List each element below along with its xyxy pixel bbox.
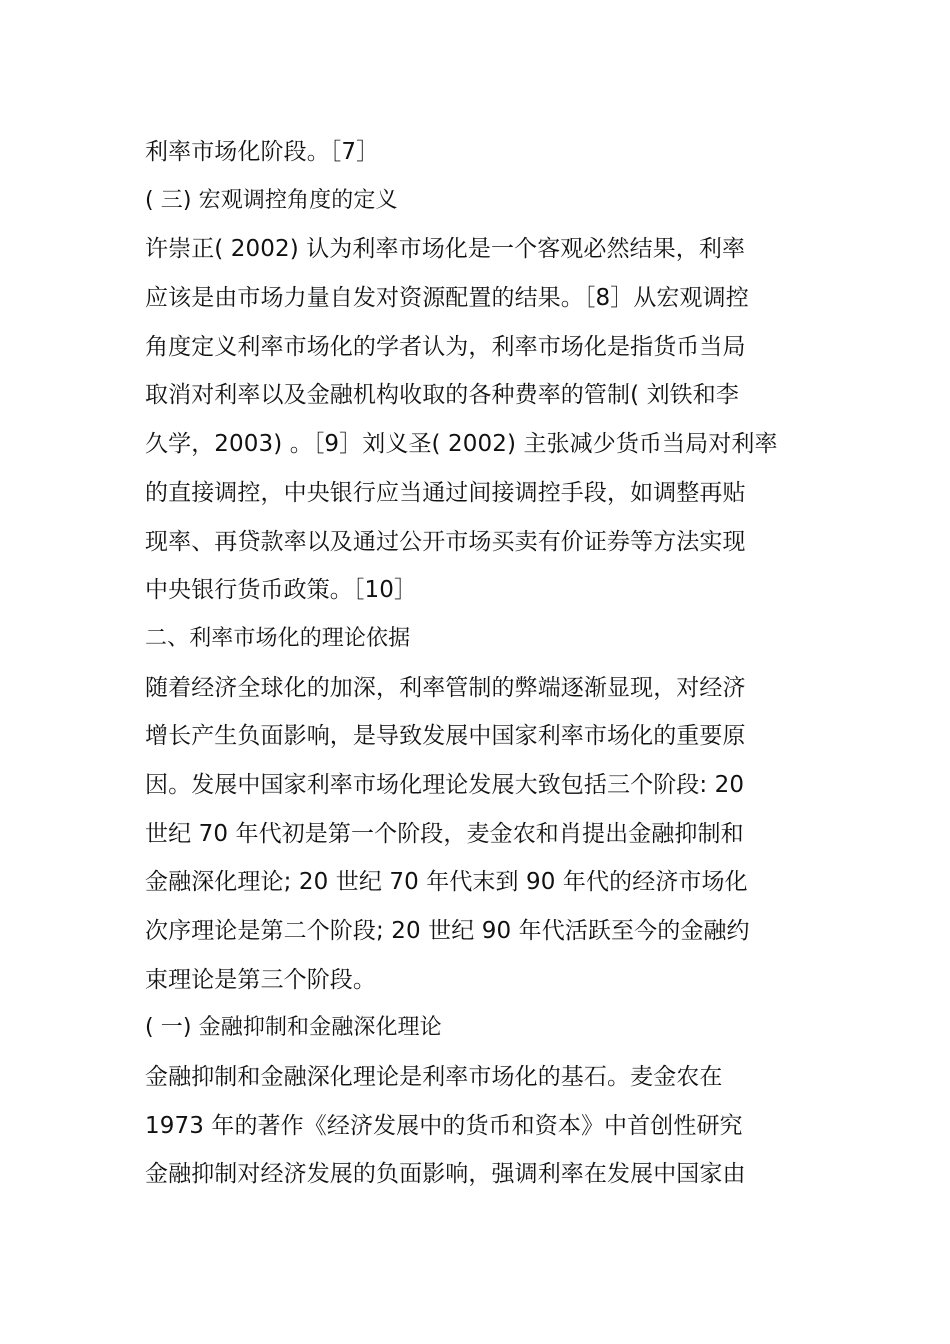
section-heading: ( 一) 金融抑制和金融深化理论 — [145, 1015, 442, 1041]
text-line: 应该是由市场力量自发对资源配置的结果。［8］从宏观调控 — [145, 285, 749, 312]
text-line: 的直接调控，中央银行应当通过间接调控手段，如调整再贴 — [145, 479, 746, 506]
text-line: 随着经济全球化的加深，利率管制的弊端逐渐显现，对经济 — [145, 674, 746, 701]
text-line: 中央银行货币政策。［10］ — [145, 577, 418, 604]
text-line: 1973 年的著作《经济发展中的货币和资本》中首创性研究 — [145, 1112, 743, 1139]
text-line: 世纪 70 年代初是第一个阶段，麦金农和肖提出金融抑制和 — [145, 820, 744, 847]
text-line: 次序理论是第二个阶段; 20 世纪 90 年代活跃至今的金融约 — [145, 918, 750, 944]
text-line: 利率市场化阶段。［7］ — [145, 139, 380, 165]
text-line: 许崇正( 2002) 认为利率市场化是一个客观必然结果，利率 — [145, 236, 746, 263]
text-line: 金融抑制对经济发展的负面影响，强调利率在发展中国家由 — [145, 1161, 746, 1188]
section-heading: ( 三) 宏观调控角度的定义 — [145, 187, 398, 213]
text-line: 因。发展中国家利率市场化理论发展大致包括三个阶段: 20 — [145, 771, 745, 798]
text-line: 角度定义利率市场化的学者认为，利率市场化是指货币当局 — [145, 333, 746, 360]
text-line: 金融抑制和金融深化理论是利率市场化的基石。麦金农在 — [145, 1064, 723, 1091]
text-line: 增长产生负面影响，是导致发展中国家利率市场化的重要原 — [145, 723, 746, 750]
text-line: 金融深化理论; 20 世纪 70 年代末到 90 年代的经济市场化 — [145, 869, 748, 896]
text-line: 取消对利率以及金融机构收取的各种费率的管制( 刘铁和李 — [145, 382, 739, 409]
text-line: 久学，2003) 。［9］刘义圣( 2002) 主张减少货币当局对利率 — [145, 431, 778, 458]
text-line: 现率、再贷款率以及通过公开市场买卖有价证券等方法实现 — [145, 528, 746, 555]
body-text — [145, 128, 815, 1199]
text-line: 束理论是第三个阶段。 — [145, 966, 376, 993]
section-heading: 二、利率市场化的理论依据 — [145, 625, 411, 651]
